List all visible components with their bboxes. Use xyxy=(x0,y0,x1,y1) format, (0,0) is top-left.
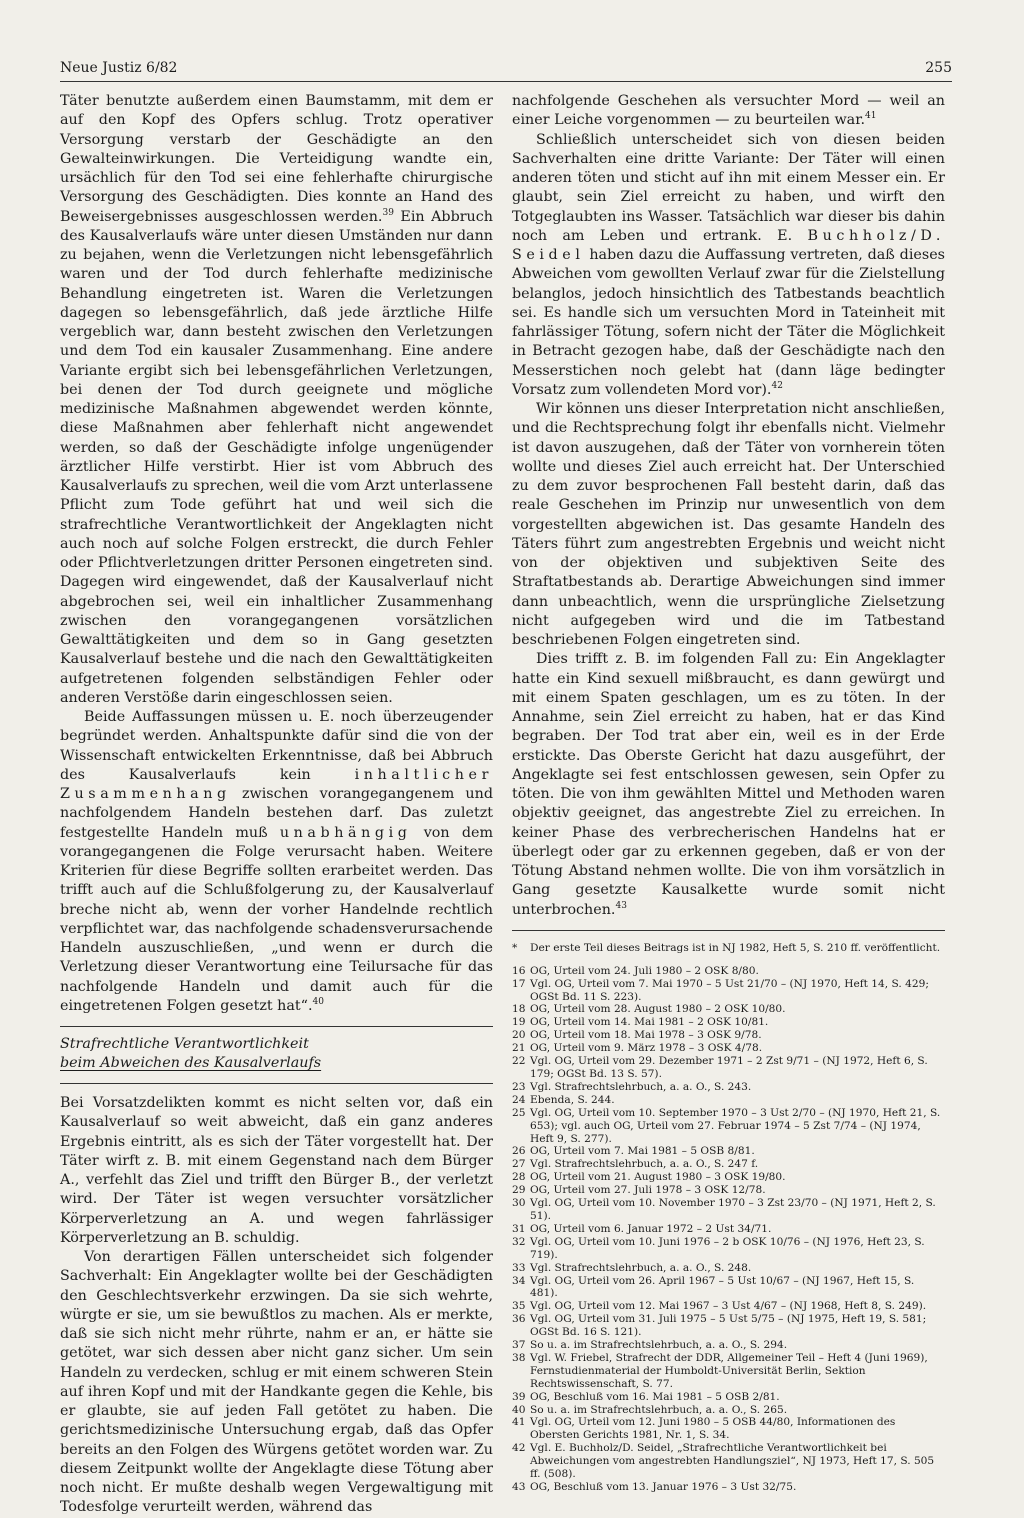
footnote-text: So u. a. im Strafrechtslehrbuch, a. a. O., S. 294. xyxy=(530,1339,788,1352)
footnote-text: Vgl. OG, Urteil vom 26. April 1967 – 5 Ust 10/67 – (NJ 1967, Heft 15, S. 481). xyxy=(530,1274,915,1300)
footnote-text: Vgl. Strafrechtslehrbuch, a. a. O., S. 248. xyxy=(530,1261,752,1274)
footnote-item xyxy=(512,1029,945,1042)
footnote-text: OG, Urteil vom 14. Mai 1981 – 2 OSK 10/81. xyxy=(530,1016,769,1029)
footnote-text: Vgl. Strafrechtslehrbuch, a. a. O., S. 243. xyxy=(530,1080,752,1093)
left-column xyxy=(60,92,493,1518)
footnote-text: Vgl. OG, Urteil vom 31. Juli 1975 – 5 Ust 5/75 – (NJ 1975, Heft 19, S. 581; OGSt Bd. 16 S. 121). xyxy=(530,1313,927,1339)
header-rule xyxy=(60,81,952,82)
paragraph-text: nachfolgende Geschehen als versuchter Mord — weil an einer Leiche vorgenommen — zu beurteilen war. xyxy=(512,93,945,129)
footnote-item xyxy=(512,1145,945,1158)
paragraph: Von derartigen Fällen unterscheidet sich folgender Sachverhalt: Ein Angeklagter wollte bei der Geschädigten den Geschlechtsverkehr erzwingen. Da sie sich wehrte, würgte er sie, um sie bewußtlos zu machen. Als er merkte, daß sie sich nicht mehr rührte, nahm er an, er hätte sie getötet, war sich dessen aber nicht ganz sicher. Um sein Handeln zu verdecken, schlug er mit einem schweren Stein auf ihren Kopf und mit der Handkante gegen die Kehle, bis er glaubte, sie auf jeden Fall getötet zu haben. Die gerichtsmedizinische Untersuchung ergab, daß das Opfer bereits an den Folgen des Würgens getötet worden war. Zu diesem Zeitpunkt wollte der Angeklagte diese Tötung aber noch nicht. Er mußte deshalb wegen Vergewaltigung mit Todesfolge verurteilt werden, während das xyxy=(60,1249,494,1516)
footnote-number: 22 xyxy=(512,1055,526,1068)
footnote-text: Vgl. W. Friebel, Strafrecht der DDR, Allgemeiner Teil – Heft 4 (Juni 1969), Fernstudienmaterial der Humboldt-Universität Berlin, Sektion Rechtswissenschaft, S. 77. xyxy=(530,1351,928,1390)
footnote-text: Ebenda, S. 244. xyxy=(530,1093,615,1106)
footnote-item xyxy=(512,1223,945,1236)
footnote-item xyxy=(512,978,945,1004)
footnote-text: OG, Urteil vom 18. Mai 1978 – 3 OSK 9/78. xyxy=(530,1029,762,1042)
footnote-item xyxy=(512,1081,945,1094)
footnote-list xyxy=(512,965,945,1494)
footnote-number: 31 xyxy=(512,1222,526,1235)
footnote-ref[interactable]: 43 xyxy=(615,900,627,911)
paragraph-text: von dem vorangegangenen die Folge verursacht haben. Weitere Kriterien für diese Begriffe sollten erarbeitet werden. Das trifft auch auf die Schlußfolgerung zu, der Kausalverlauf breche nicht ab, wenn der vorher Handelnde rechtlich verpflichtet war, das nachfolgende schadensverursachende Handeln auszuschließen, „und wenn er durch die Verletzung dieser Verantwortung eine Teilursache für das nachfolgende Handeln und damit auch für die eingetretenen Folgen gesetzt hat“. xyxy=(60,824,493,1014)
footnote-number: 17 xyxy=(512,977,526,990)
footnote-item xyxy=(512,1391,945,1404)
paragraph-text: Beide Auffassungen müssen u. E. noch überzeugender begründet werden. Anhaltspunkte dafür sind die von der Wissenschaft entwickelten Erkenntnisse, daß bei Abbruch des Kausalverlaufs kein xyxy=(60,709,493,783)
footnote-number: 24 xyxy=(512,1093,526,1106)
footnote-text: Vgl. OG, Urteil vom 10. September 1970 – 3 Ust 2/70 – (NJ 1970, Heft 21, S. 653); vgl. auch OG, Urteil vom 27. Februar 1974 – 5 Zst 7/74 – (NJ 1974, Heft 9, S. 277). xyxy=(530,1106,941,1145)
paragraph: Bei Vorsatzdelikten kommt es nicht selten vor, daß ein Kausalverlauf so weit abweicht, daß ein ganz anderes Ergebnis eintritt, als es sich der Täter vorgestellt hat. Der Täter wirft z. B. mit einem Gegenstand nach dem Bürger A., verfehlt das Ziel und trifft den Bürger B., der verletzt wird. Der Täter ist wegen versuchter vorsätzlicher Körperverletzung an A. und wegen fahrlässiger Körperverletzung an B. schuldig. xyxy=(60,1095,493,1246)
paragraph xyxy=(512,131,945,401)
spaced-emphasis: unabhängig xyxy=(279,824,412,841)
footnote-text: OG, Urteil vom 6. Januar 1972 – 2 Ust 34/71. xyxy=(530,1222,772,1235)
footnote-text: Vgl. Strafrechtslehrbuch, a. a. O., S. 247 f. xyxy=(530,1158,759,1171)
footnote-text: Vgl. OG, Urteil vom 29. Dezember 1971 – 2 Zst 9/71 – (NJ 1972, Heft 6, S. 179; OGSt Bd. 13 S. 57). xyxy=(530,1055,928,1080)
footnote-number: 28 xyxy=(512,1171,526,1184)
section-heading-box xyxy=(60,1026,493,1084)
page-header xyxy=(60,60,952,86)
footnote-number: 34 xyxy=(512,1274,526,1287)
footnote-item xyxy=(512,1042,945,1055)
section-heading-line: beim Abweichen des Kausalverlaufs xyxy=(60,1055,322,1071)
footnote-item xyxy=(512,1442,945,1481)
footnote-text: OG, Urteil vom 27. Juli 1978 – 3 OSK 12/78. xyxy=(530,1184,766,1197)
spaced-emphasis: Buchholz/D. Seidel xyxy=(512,227,945,263)
paragraph-text: Schließlich unterscheidet sich von diesen beiden Sachverhalten eine dritte Variante: Der Täter will einen anderen töten und sticht auf ihn mit einem Messer ein. Er glaubt, sein Ziel erreicht zu haben, und wirft den Totgeglaubten ins Wasser. Tatsächlich war dieser bis dahin noch am Leben und ertrank. E. xyxy=(512,131,945,244)
footnote-item xyxy=(512,1003,945,1016)
footnote-text: OG, Urteil vom 24. Juli 1980 – 2 OSK 8/80. xyxy=(530,964,759,977)
footnote-item xyxy=(512,1184,945,1197)
footnote-text: Vgl. E. Buchholz/D. Seidel, „Strafrechtliche Verantwortlichkeit bei Abweichungen vom angestrebten Handlungsziel“, NJ 1973, Heft 17, S. 505 ff. (508). xyxy=(530,1442,935,1481)
footnote-number: 18 xyxy=(512,1003,526,1016)
paragraph-text: Ein Abbruch des Kausalverlaufs wäre unter diesen Umständen nur dann zu bejahen, wenn die Verletzungen nicht lebensgefährlich waren und der Tod durch fehlerhafte medizinische Behandlung eingetreten ist. Waren die Verletzungen dagegen so lebensgefährlich, daß jede ärztliche Hilfe vergeblich war, dann besteht zwischen den Verletzungen und dem Tod ein kausaler Zusammenhang. Eine andere Variante ergibt sich bei lebensgefährlichen Verletzungen, bei denen der Tod durch geeignete und mögliche medizinische Maßnahmen abgewendet werden könnte, diese Maßnahmen aber fehlerhaft nicht angewendet werden, so daß der Geschädigte infolge ungenügender ärztlicher Hilfe verstirbt. Hier ist vom Abbruch des Kausalverlaufs zu sprechen, weil die vom Arzt unterlassene Pflicht zum Tode geführt hat und weil sich die strafrechtliche Verantwortlichkeit der Angeklagten nicht auch noch auf solche Folgen erstreckt, die durch Fehler oder Pflichtverletzungen dritter Personen eingetreten sind. Dagegen wird eingewendet, daß der Kausalverlauf nicht abgebrochen sei, weil ein inhaltlicher Zusammenhang zwischen den vorangegangenen vorsätzlichen Gewalttätigkeiten und dem so in Gang gesetzten Kausalverlauf bestehe und die nach den Gewalttätigkeiten aufgetretenen folgenden selbständigen Fehler oder anderen Verstöße darin eingeschlossen seien. xyxy=(60,208,493,706)
footnote-item xyxy=(512,1158,945,1171)
footnote-text: OG, Beschluß vom 13. Januar 1976 – 3 Ust 32/75. xyxy=(530,1481,797,1493)
footnote-number: 37 xyxy=(512,1339,526,1352)
footnote-item xyxy=(512,1055,945,1081)
footnote-item xyxy=(512,1171,945,1184)
footnote-number: 35 xyxy=(512,1300,526,1313)
footnote-marker: * xyxy=(512,941,518,954)
footnote-number: 19 xyxy=(512,1016,526,1029)
footnote-number: 43 xyxy=(512,1481,526,1493)
journal-title: Neue Justiz 6/82 xyxy=(60,60,178,76)
paragraph xyxy=(60,708,493,1016)
footnote-number: 33 xyxy=(512,1261,526,1274)
footnote-number: 20 xyxy=(512,1029,526,1042)
footnote-ref[interactable]: 41 xyxy=(865,111,877,122)
section-heading-line: Strafrechtliche Verantwortlichkeit xyxy=(60,1036,309,1052)
footnote-item xyxy=(512,1016,945,1029)
footnote-number: 26 xyxy=(512,1145,526,1158)
footnote-star xyxy=(512,941,945,955)
paragraph xyxy=(60,92,493,708)
footnote-text: Vgl. OG, Urteil vom 7. Mai 1970 – 5 Ust 21/70 – (NJ 1970, Heft 14, S. 429; OGSt Bd. 11 S. 223). xyxy=(530,977,929,1003)
right-column xyxy=(512,92,945,1494)
footnote-item xyxy=(512,1416,945,1442)
footnote-number: 23 xyxy=(512,1080,526,1093)
footnote-text: Vgl. OG, Urteil vom 10. November 1970 – 3 Zst 23/70 – (NJ 1971, Heft 2, S. 51). xyxy=(530,1197,936,1222)
footnote-item xyxy=(512,1300,945,1313)
footnote-item xyxy=(512,1313,945,1339)
paragraph xyxy=(512,92,945,131)
paragraph-text: haben dazu die Auffassung vertreten, daß dieses Abweichen vom gewollten Verlauf zwar für die Zielstellung belanglos, jedoch hinsichtlich des Tatbestands beachtlich sei. Es handle sich um versuchten Mord in Tateinheit mit fahrlässiger Tötung, sofern nicht der Täter die Möglichkeit in Betracht gezogen habe, daß der Geschädigte nach den Messerstichen noch gelebt hat (dann läge bedingter Vorsatz zum vollendeten Mord vor). xyxy=(512,247,945,398)
footnote-number: 25 xyxy=(512,1106,526,1119)
footnote-ref[interactable]: 40 xyxy=(312,996,324,1007)
footnote-item xyxy=(512,1262,945,1275)
footnote-ref[interactable]: 42 xyxy=(771,380,783,391)
footnote-number: 29 xyxy=(512,1184,526,1197)
footnote-text: OG, Urteil vom 7. Mai 1981 – 5 OSB 8/81. xyxy=(530,1145,755,1158)
footnote-item xyxy=(512,965,945,978)
footnote-number: 42 xyxy=(512,1442,526,1455)
footnote-number: 40 xyxy=(512,1403,526,1416)
spaced-emphasis: inhaltlicher Zusammenhang xyxy=(60,766,493,802)
footnote-number: 39 xyxy=(512,1390,526,1403)
page-number: 255 xyxy=(925,60,952,76)
footnote-text: So u. a. im Strafrechtslehrbuch, a. a. O., S. 265. xyxy=(530,1403,788,1416)
footnote-item xyxy=(512,1352,945,1391)
footnote-number: 30 xyxy=(512,1197,526,1210)
footnote-number: 41 xyxy=(512,1416,526,1429)
footnote-text: Vgl. OG, Urteil vom 12. Mai 1967 – 3 Ust 4/67 – (NJ 1968, Heft 8, S. 249). xyxy=(530,1300,927,1313)
footnote-text: Vgl. OG, Urteil vom 10. Juni 1976 – 2 b OSK 10/76 – (NJ 1976, Heft 23, S. 719). xyxy=(530,1235,925,1261)
footnote-text: OG, Beschluß vom 16. Mai 1981 – 5 OSB 2/81. xyxy=(530,1390,780,1403)
paragraph xyxy=(512,650,945,920)
paragraph-text: Täter benutzte außerdem einen Baumstamm, mit dem er auf den Kopf des Opfers schlug. Trotz operativer Versorgung verstarb der Geschädigte an den Gewalteinwirkungen. Die Verteidigung wandte ein, ursächlich für den Tod sei eine fehlerhafte chirurgische Versorgung des Geschädigten. Dies konnte an Hand des Beweisergebnisses ausgeschlossen werden. xyxy=(60,93,493,225)
footnote-number: 32 xyxy=(512,1235,526,1248)
footnote-item xyxy=(512,1094,945,1107)
footnote-text: OG, Urteil vom 28. August 1980 – 2 OSK 10/80. xyxy=(530,1003,786,1016)
footnote-item xyxy=(512,1236,945,1262)
footnote-number: 38 xyxy=(512,1351,526,1364)
paragraph: Wir können uns dieser Interpretation nicht anschließen, und die Rechtsprechung folgt ihr ebenfalls nicht. Vielmehr ist davon auszugehen, daß der Täter von vornherein töten wollte und dieses Ziel auch erreicht hat. Der Unterschied zu dem zuvor besprochenen Fall besteht darin, daß das reale Geschehen im Prinzip nur unwesentlich von dem vorgestellten abgewichen ist. Das gesamte Handeln des Täters führt zum angestrebten Ergebnis und weicht nicht von der objektiven und subjektiven Seite des Straftatbestands ab. Derartige Abweichungen sind immer dann unbeachtlich, wenn die ursprüngliche Zielsetzung nicht aufgegeben wird und die im Tatbestand beschriebenen Folgen eingetreten sind. xyxy=(512,401,945,648)
footnote-text: OG, Urteil vom 21. August 1980 – 3 OSK 19/80. xyxy=(530,1171,786,1184)
footnote-ref[interactable]: 39 xyxy=(382,207,394,218)
footnote-item xyxy=(512,1481,945,1494)
footnote-number: 36 xyxy=(512,1313,526,1326)
footnote-item xyxy=(512,1339,945,1352)
footnote-number: 21 xyxy=(512,1042,526,1055)
paragraph-text: Dies trifft z. B. im folgenden Fall zu: Ein Angeklagter hatte ein Kind sexuell mißbraucht, es dann gewürgt und mit einem Spaten geschlagen, um es zu töten. In der Annahme, sein Ziel erreicht zu haben, hat er das Kind begraben. Der Tod trat aber ein, weil es in der Erde erstickte. Das Oberste Gericht hat dazu ausgeführt, der Angeklagte sei fest entschlossen gewesen, sein Opfer zu töten. Die von ihm gewählten Mittel und Methoden waren objektiv geeignet, das angestrebte Ziel zu erreichen. In keiner Phase des verbrecherischen Handelns hat er überlegt oder gar zu erkennen gegeben, daß er von der Tötung Abstand nehmen wollte. Die von ihm vorsätzlich in Gang gesetzte Kausalkette wurde somit nicht unterbrochen. xyxy=(512,651,945,918)
footnote-number: 16 xyxy=(512,964,526,977)
footnote-item xyxy=(512,1275,945,1301)
section-heading xyxy=(60,1035,493,1073)
paragraph-text: zwischen vorangegangenem und nachfolgendem Handeln bestehen darf. Das zuletzt festgestellte Handeln muß xyxy=(60,786,493,841)
footnote-text: Vgl. OG, Urteil vom 12. Juni 1980 – 5 OSB 44/80, Informationen des Obersten Gerichts 1981, Nr. 1, S. 34. xyxy=(530,1416,896,1442)
footnote-item xyxy=(512,1107,945,1146)
footnote-number: 27 xyxy=(512,1158,526,1171)
footnote-text: Der erste Teil dieses Beitrags ist in NJ 1982, Heft 5, S. 210 ff. veröffentlicht. xyxy=(530,941,941,954)
footnote-item xyxy=(512,1197,945,1223)
footnote-rule xyxy=(512,930,945,931)
footnote-text: OG, Urteil vom 9. März 1978 – 3 OSK 4/78. xyxy=(530,1042,763,1055)
footnote-item xyxy=(512,1404,945,1417)
